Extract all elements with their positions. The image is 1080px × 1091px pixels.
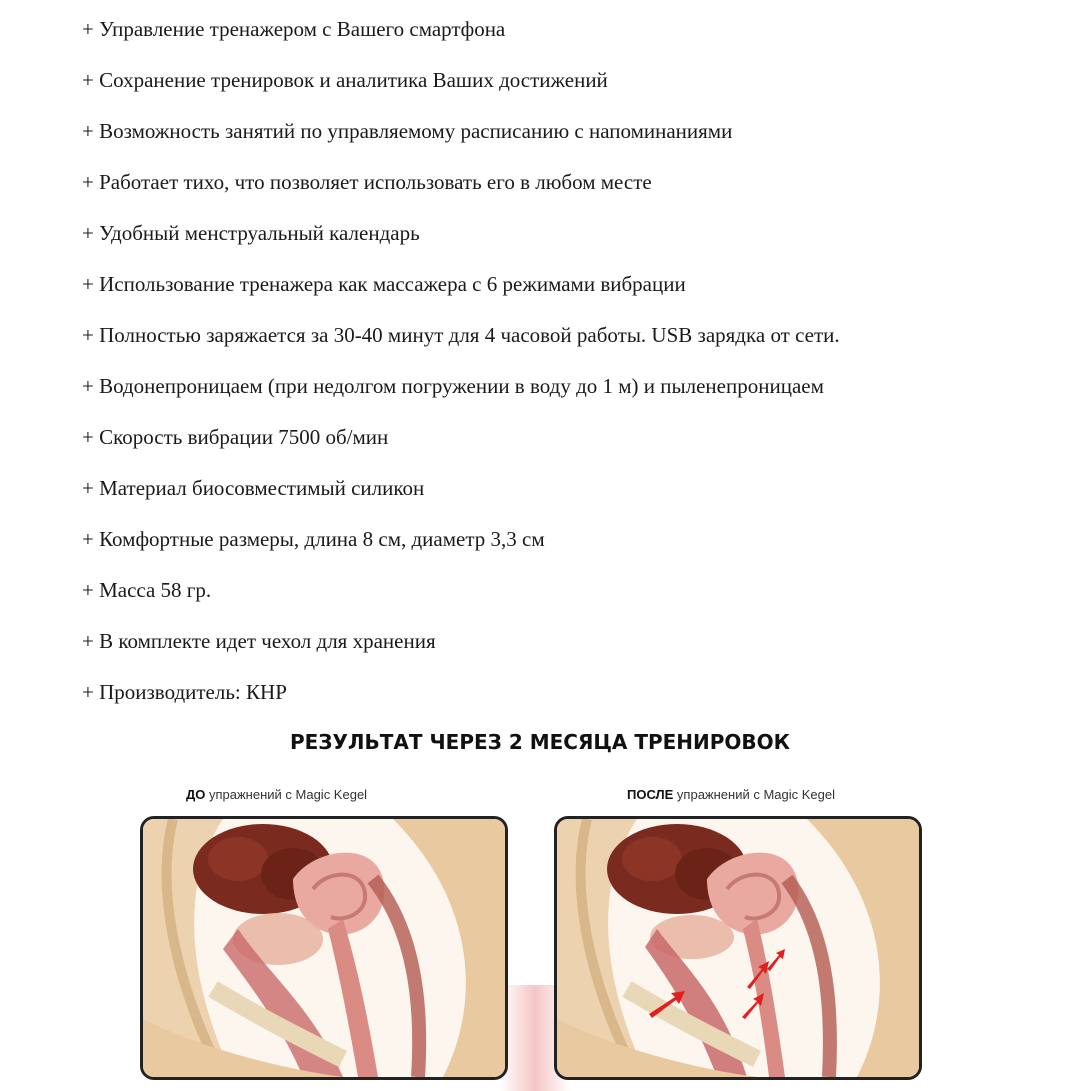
feature-item: + Сохранение тренировок и аналитика Ваших достижений xyxy=(82,68,608,92)
result-title: РЕЗУЛЬТАТ ЧЕРЕЗ 2 МЕСЯЦА ТРЕНИРОВОК xyxy=(289,730,791,754)
caption-before xyxy=(186,787,367,802)
feature-item: + В комплекте идет чехол для хранения xyxy=(82,629,436,653)
caption-after-text: упражнений с Magic Kegel xyxy=(673,787,835,802)
feature-item: + Возможность занятий по управляемому расписанию с напоминаниями xyxy=(82,119,733,143)
feature-item: + Скорость вибрации 7500 об/мин xyxy=(82,425,389,449)
feature-item: + Использование тренажера как массажера с 6 режимами вибрации xyxy=(82,272,686,296)
feature-item: + Полностью заряжается за 30-40 минут для 4 часовой работы. USB зарядка от сети. xyxy=(82,323,840,347)
pelvis-before-image xyxy=(143,819,505,1077)
anatomy-illustration-after xyxy=(554,816,922,1080)
caption-after xyxy=(627,787,835,802)
feature-item: + Управление тренажером с Вашего смартфона xyxy=(82,17,506,41)
feature-item: + Удобный менструальный календарь xyxy=(82,221,420,245)
caption-before-text: упражнений с Magic Kegel xyxy=(205,787,368,802)
feature-item: + Масса 58 гр. xyxy=(82,578,212,602)
feature-item: + Материал биосовместимый силикон xyxy=(82,476,425,500)
feature-item: + Работает тихо, что позволяет использовать его в любом месте xyxy=(82,170,652,194)
feature-list xyxy=(82,10,840,724)
feature-item: + Комфортные размеры, длина 8 см, диаметр 3,3 см xyxy=(82,527,545,551)
feature-item: + Производитель: КНР xyxy=(82,680,287,704)
anatomy-illustration-before xyxy=(140,816,508,1080)
pelvis-after-image xyxy=(557,819,919,1077)
caption-after-bold: ПОСЛЕ xyxy=(627,787,674,802)
caption-before-bold: ДО xyxy=(186,787,206,802)
feature-item: + Водонепроницаем (при недолгом погружении в воду до 1 м) и пыленепроницаем xyxy=(82,374,824,398)
